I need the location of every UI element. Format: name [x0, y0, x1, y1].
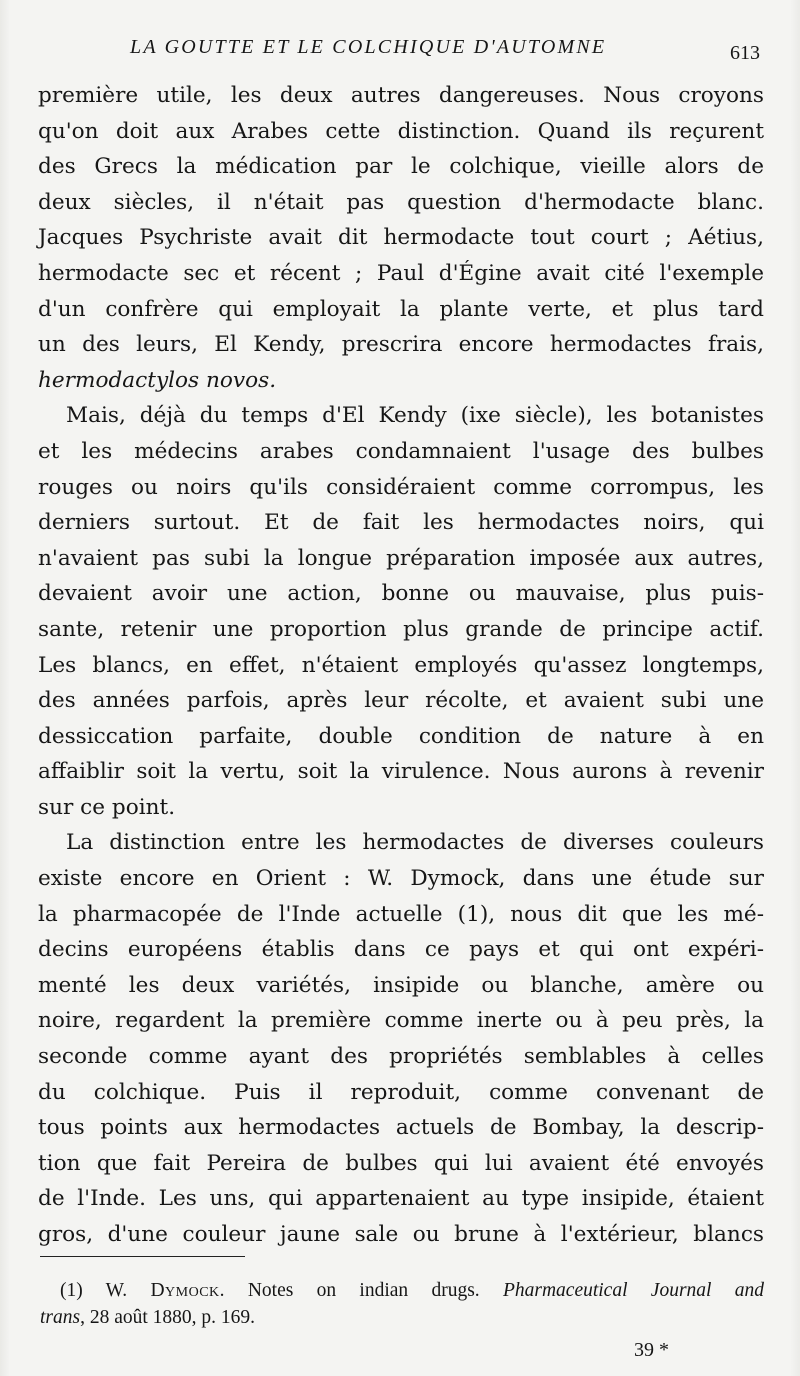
text-line: première utile, les deux autres dangereuses. Nous croyons	[38, 83, 764, 108]
text-line: des Grecs la médication par le colchique, vieille alors de	[38, 154, 764, 180]
footnote-title: . Notes on indian drugs.	[219, 1280, 503, 1301]
text-line: gros, d'une couleur jaune sale ou brune à l'extérieur, blancs	[38, 1222, 764, 1247]
text-line: noire, regardent la première comme inerte ou à peu près, la	[38, 1008, 764, 1034]
paragraph-start-line: Mais, déjà du temps d'El Kendy (ixe siècle), les botanistes	[66, 403, 764, 429]
text-line: tion que fait Pereira de bulbes qui lui avaient été envoyés	[38, 1150, 764, 1176]
footnote-journal: Pharmaceutical Journal and	[502, 1280, 764, 1301]
text-line: seconde comme ayant des propriétés semblables à celles	[38, 1044, 764, 1070]
text-line: deux siècles, il n'était pas question d'hermodacte blanc.	[38, 189, 764, 215]
text-line: devaient avoir une action, bonne ou mauvaise, plus puis-	[38, 581, 764, 607]
text-line: decins européens établis dans ce pays et qui ont expéri-	[38, 937, 764, 963]
running-title: LA GOUTTE ET LE COLCHIQUE D'AUTOMNE	[130, 36, 607, 58]
footnote	[40, 1277, 764, 1331]
text-line: dessiccation parfaite, double condition de nature à en	[38, 723, 764, 749]
text-line-italic	[38, 363, 764, 399]
italic-phrase: hermodactylos novos.	[38, 367, 277, 393]
footnote-line	[40, 1304, 764, 1331]
text-line: tous points aux hermodactes actuels de Bombay, la descrip-	[38, 1115, 764, 1141]
text-line: qu'on doit aux Arabes cette distinction. Quand ils reçurent	[38, 118, 764, 144]
text-line: derniers surtout. Et de fait les hermodactes noirs, qui	[38, 510, 764, 536]
text-line: un des leurs, El Kendy, prescrira encore hermodactes frais,	[38, 332, 764, 358]
text-line: la pharmacopée de l'Inde actuelle (1), nous dit que les mé-	[38, 901, 764, 927]
footnote-author: Dymock	[150, 1280, 220, 1301]
text-line: Jacques Psychriste avait dit hermodacte tout court ; Aétius,	[38, 225, 764, 251]
signature-mark: 39 *	[634, 1339, 669, 1361]
text-line: d'un confrère qui employait la plante verte, et plus tard	[38, 296, 764, 322]
text-line: rouges ou noirs qu'ils considéraient comme corrompus, les	[38, 474, 764, 500]
page-number: 613	[730, 42, 760, 64]
text-line: et les médecins arabes condamnaient l'usage des bulbes	[38, 438, 764, 464]
text-line: des années parfois, après leur récolte, et avaient subi une	[38, 688, 764, 714]
footnote-line	[40, 1277, 764, 1304]
text-line: menté les deux variétés, insipide ou blanche, amère ou	[38, 972, 764, 998]
footnote-journal-cont: trans	[40, 1307, 81, 1328]
paragraph-start-line: La distinction entre les hermodactes de diverses couleurs	[66, 830, 764, 856]
text-line: sante, retenir une proportion plus grande de principe actif.	[38, 616, 764, 642]
text-line: sur ce point.	[38, 794, 176, 820]
body-text	[38, 78, 764, 1253]
text-line: n'avaient pas subi la longue préparation imposée aux autres,	[38, 545, 764, 571]
text-line: de l'Inde. Les uns, qui appartenaient au type insipide, étaient	[38, 1186, 764, 1212]
text-line: affaiblir soit la vertu, soit la virulence. Nous aurons à revenir	[38, 759, 764, 785]
footnote-date: , 28 août 1880, p. 169.	[80, 1307, 256, 1328]
text-line: hermodacte sec et récent ; Paul d'Égine avait cité l'exemple	[38, 260, 764, 286]
text-line: existe encore en Orient : W. Dymock, dans une étude sur	[38, 866, 764, 892]
text-line: du colchique. Puis il reproduit, comme convenant de	[38, 1079, 764, 1105]
text-line: Les blancs, en effet, n'étaient employés qu'assez longtemps,	[38, 652, 764, 678]
footnote-divider	[40, 1256, 245, 1257]
footnote-marker-text: (1) W.	[60, 1280, 151, 1301]
